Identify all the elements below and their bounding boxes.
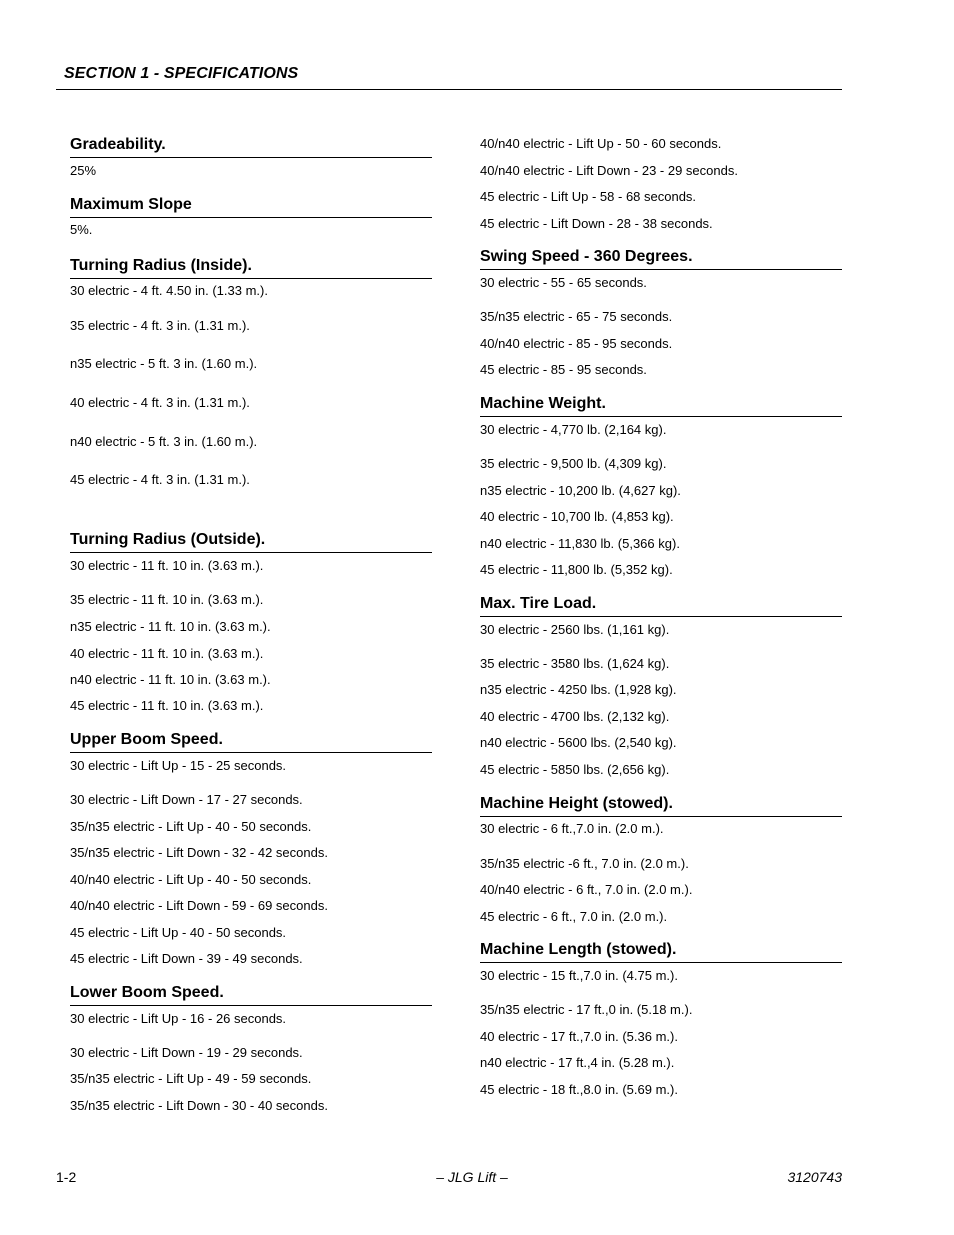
spec-item: 25% xyxy=(70,163,97,178)
spec-item: 35/n35 electric - Lift Up - 40 - 50 seconds. xyxy=(70,819,312,834)
spec-item: 35/n35 electric - Lift Up - 49 - 59 seconds. xyxy=(70,1071,312,1086)
spec-item: 40/n40 electric - Lift Down - 23 - 29 seconds. xyxy=(480,163,738,178)
spec-item: 35 electric - 11 ft. 10 in. (3.63 m.). xyxy=(70,592,264,607)
spec-item: 45 electric - Lift Down - 39 - 49 seconds. xyxy=(70,951,303,966)
spec-item: 45 electric - 4 ft. 3 in. (1.31 m.). xyxy=(70,472,250,487)
document-number: 3120743 xyxy=(787,1169,842,1185)
spec-item: 40/n40 electric - Lift Down - 59 - 69 seconds. xyxy=(70,898,328,913)
spec-item: 35 electric - 3580 lbs. (1,624 kg). xyxy=(480,656,670,671)
spec-item: n40 electric - 5 ft. 3 in. (1.60 m.). xyxy=(70,434,258,449)
spec-item: 45 electric - 6 ft., 7.0 in. (2.0 m.). xyxy=(480,909,668,924)
spec-item: 35/n35 electric -6 ft., 7.0 in. (2.0 m.). xyxy=(480,856,689,871)
spec-item: 30 electric - 2560 lbs. (1,161 kg). xyxy=(480,622,670,637)
spec-item: 45 electric - 85 - 95 seconds. xyxy=(480,362,647,377)
heading-turning-radius-outside: Turning Radius (Outside). xyxy=(70,530,432,553)
spec-item: 45 electric - 11 ft. 10 in. (3.63 m.). xyxy=(70,698,264,713)
spec-item: 45 electric - 18 ft.,8.0 in. (5.69 m.). xyxy=(480,1082,678,1097)
header-divider xyxy=(56,89,842,90)
spec-item: n40 electric - 17 ft.,4 in. (5.28 m.). xyxy=(480,1055,675,1070)
spec-item: 40 electric - 11 ft. 10 in. (3.63 m.). xyxy=(70,646,264,661)
spec-item: 35 electric - 9,500 lb. (4,309 kg). xyxy=(480,456,667,471)
section-header: SECTION 1 - SPECIFICATIONS xyxy=(64,65,299,82)
spec-item: 35/n35 electric - 65 - 75 seconds. xyxy=(480,309,673,324)
spec-item: n40 electric - 11,830 lb. (5,366 kg). xyxy=(480,536,680,551)
spec-item: 40 electric - 4700 lbs. (2,132 kg). xyxy=(480,709,670,724)
spec-item: 5%. xyxy=(70,222,93,237)
spec-item: 30 electric - 11 ft. 10 in. (3.63 m.). xyxy=(70,558,264,573)
heading-machine-weight: Machine Weight. xyxy=(480,394,842,417)
spec-item: 40 electric - 17 ft.,7.0 in. (5.36 m.). xyxy=(480,1029,678,1044)
spec-item: n35 electric - 4250 lbs. (1,928 kg). xyxy=(480,682,677,697)
spec-item: 40/n40 electric - Lift Up - 40 - 50 seconds. xyxy=(70,872,312,887)
spec-item: 40 electric - 10,700 lb. (4,853 kg). xyxy=(480,509,674,524)
spec-item: 30 electric - Lift Up - 16 - 26 seconds. xyxy=(70,1011,287,1026)
spec-item: 30 electric - Lift Up - 15 - 25 seconds. xyxy=(70,758,287,773)
heading-swing-speed: Swing Speed - 360 Degrees. xyxy=(480,247,842,270)
spec-item: 40/n40 electric - Lift Up - 50 - 60 seconds. xyxy=(480,136,722,151)
spec-item: 45 electric - 5850 lbs. (2,656 kg). xyxy=(480,762,670,777)
spec-item: 30 electric - Lift Down - 19 - 29 seconds. xyxy=(70,1045,303,1060)
spec-item: 35/n35 electric - 17 ft.,0 in. (5.18 m.). xyxy=(480,1002,693,1017)
spec-item: 30 electric - Lift Down - 17 - 27 seconds. xyxy=(70,792,303,807)
spec-item: 45 electric - Lift Up - 58 - 68 seconds. xyxy=(480,189,697,204)
heading-upper-boom-speed: Upper Boom Speed. xyxy=(70,730,432,753)
spec-item: 30 electric - 4,770 lb. (2,164 kg). xyxy=(480,422,667,437)
spec-item: 30 electric - 6 ft.,7.0 in. (2.0 m.). xyxy=(480,821,664,836)
spec-item: 40/n40 electric - 6 ft., 7.0 in. (2.0 m.). xyxy=(480,882,693,897)
heading-gradeability: Gradeability. xyxy=(70,135,432,158)
spec-item: 35/n35 electric - Lift Down - 30 - 40 seconds. xyxy=(70,1098,328,1113)
spec-item: 30 electric - 4 ft. 4.50 in. (1.33 m.). xyxy=(70,283,268,298)
spec-item: n40 electric - 11 ft. 10 in. (3.63 m.). xyxy=(70,672,271,687)
spec-item: 30 electric - 55 - 65 seconds. xyxy=(480,275,647,290)
spec-item: 45 electric - Lift Down - 28 - 38 seconds. xyxy=(480,216,713,231)
heading-maximum-slope: Maximum Slope xyxy=(70,195,432,218)
spec-item: 35 electric - 4 ft. 3 in. (1.31 m.). xyxy=(70,318,250,333)
page-number: 1-2 xyxy=(56,1169,77,1185)
spec-item: n40 electric - 5600 lbs. (2,540 kg). xyxy=(480,735,677,750)
heading-lower-boom-speed: Lower Boom Speed. xyxy=(70,983,432,1006)
heading-machine-height: Machine Height (stowed). xyxy=(480,794,842,817)
spec-item: 40 electric - 4 ft. 3 in. (1.31 m.). xyxy=(70,395,250,410)
spec-item: n35 electric - 10,200 lb. (4,627 kg). xyxy=(480,483,681,498)
spec-item: 45 electric - Lift Up - 40 - 50 seconds. xyxy=(70,925,287,940)
footer-brand: – JLG Lift – xyxy=(436,1169,508,1185)
heading-machine-length: Machine Length (stowed). xyxy=(480,940,842,963)
spec-item: 45 electric - 11,800 lb. (5,352 kg). xyxy=(480,562,673,577)
spec-item: 30 electric - 15 ft.,7.0 in. (4.75 m.). xyxy=(480,968,678,983)
spec-item: 35/n35 electric - Lift Down - 32 - 42 seconds. xyxy=(70,845,328,860)
spec-item: 40/n40 electric - 85 - 95 seconds. xyxy=(480,336,673,351)
spec-item: n35 electric - 5 ft. 3 in. (1.60 m.). xyxy=(70,356,258,371)
heading-turning-radius-inside: Turning Radius (Inside). xyxy=(70,256,432,279)
heading-max-tire-load: Max. Tire Load. xyxy=(480,594,842,617)
spec-item: n35 electric - 11 ft. 10 in. (3.63 m.). xyxy=(70,619,271,634)
